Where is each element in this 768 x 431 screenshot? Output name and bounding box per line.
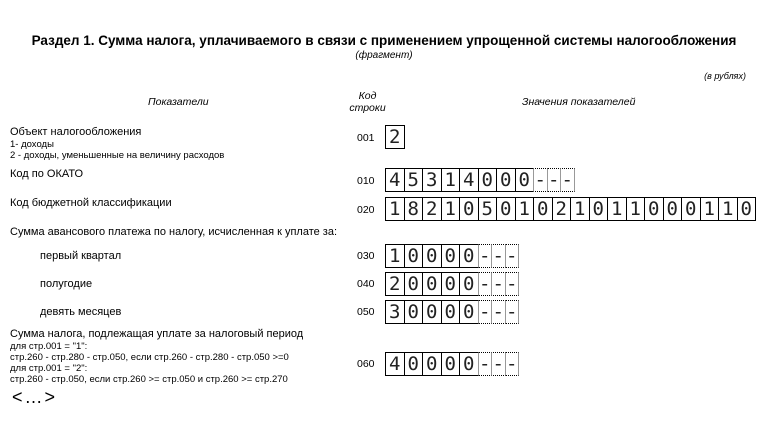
row-050-label: девять месяцев <box>40 306 122 318</box>
char-cell: 0 <box>681 197 701 221</box>
char-cell: 0 <box>663 197 683 221</box>
row-060-cells <box>385 352 518 376</box>
row-020-cells <box>385 197 755 221</box>
row-010-cells <box>385 168 574 192</box>
row-060-note1: для стр.001 = "1": <box>10 341 88 352</box>
row-001-note2: 2 - доходы, уменьшенные на величину расходов <box>10 150 225 161</box>
char-cell: 2 <box>385 272 405 296</box>
char-cell: 0 <box>404 300 424 324</box>
row-010-code: 010 <box>357 175 375 187</box>
char-cell: - <box>492 273 504 295</box>
char-cell: - <box>506 245 518 267</box>
char-cell: 0 <box>478 168 498 192</box>
column-header-values: Значения показателей <box>522 96 636 108</box>
char-cell: 0 <box>441 244 461 268</box>
column-header-indicators: Показатели <box>148 96 209 108</box>
char-cell: 4 <box>459 168 479 192</box>
row-001-code: 001 <box>357 132 375 144</box>
char-cell: 0 <box>533 197 553 221</box>
row-050-cells <box>385 300 518 324</box>
char-cell: 4 <box>385 168 405 192</box>
char-cell: 1 <box>441 197 461 221</box>
char-cell: - <box>479 273 491 295</box>
row-060-label: Сумма налога, подлежащая уплате за налоговый период <box>10 328 304 340</box>
char-cell: 0 <box>589 197 609 221</box>
char-cell: 0 <box>404 244 424 268</box>
char-cell: 5 <box>478 197 498 221</box>
section-title: Раздел 1. Сумма налога, уплачиваемого в связи с применением упрощенной системы налогообложения <box>31 33 737 48</box>
row-030-cells <box>385 244 518 268</box>
char-cell: 0 <box>459 300 479 324</box>
column-header-code-line1: Код <box>358 90 377 102</box>
row-010-label: Код по ОКАТО <box>10 168 84 180</box>
char-cell: - <box>492 353 504 375</box>
char-cell: 1 <box>700 197 720 221</box>
char-cell: 0 <box>496 168 516 192</box>
char-cell: 0 <box>422 352 442 376</box>
char-cell: 0 <box>459 352 479 376</box>
char-cell: 2 <box>422 197 442 221</box>
char-cell: 1 <box>385 197 405 221</box>
char-cell: 0 <box>459 244 479 268</box>
column-header-code-line2: строки <box>349 102 386 114</box>
char-cell: 0 <box>459 272 479 296</box>
row-050-code: 050 <box>357 306 375 318</box>
char-cell: - <box>506 301 518 323</box>
row-030-label: первый квартал <box>40 250 122 262</box>
advance-payment-heading: Сумма авансового платежа по налогу, исчисленная к уплате за: <box>10 226 338 238</box>
column-header-code <box>345 90 390 114</box>
char-cell: 5 <box>404 168 424 192</box>
row-060-note4: стр.260 - стр.050, если стр.260 >= стр.050 и стр.260 >= стр.270 <box>10 374 288 385</box>
char-cell: 0 <box>422 272 442 296</box>
char-cell: 8 <box>404 197 424 221</box>
char-cell: 0 <box>496 197 516 221</box>
char-cell: 0 <box>737 197 757 221</box>
char-cell: 3 <box>422 168 442 192</box>
row-040-label: полугодие <box>40 278 93 290</box>
char-cell: 1 <box>626 197 646 221</box>
char-cell: 1 <box>385 244 405 268</box>
char-cell: - <box>479 245 491 267</box>
row-001-label-block <box>10 126 224 161</box>
char-cell: 1 <box>441 168 461 192</box>
row-030-code: 030 <box>357 250 375 262</box>
char-cell: 0 <box>422 244 442 268</box>
char-cell: 4 <box>385 352 405 376</box>
row-060-note2: стр.260 - стр.280 - стр.050, если стр.260 - стр.280 - стр.050 >=0 <box>10 352 289 363</box>
char-cell: 0 <box>422 300 442 324</box>
char-cell: - <box>506 273 518 295</box>
char-cell: - <box>492 245 504 267</box>
units-note: (в рублях) <box>704 71 746 81</box>
char-cell: 0 <box>644 197 664 221</box>
row-001-note1: 1- доходы <box>10 139 54 150</box>
char-cell: - <box>479 301 491 323</box>
char-cell: 1 <box>570 197 590 221</box>
char-cell: 1 <box>718 197 738 221</box>
char-cell: 1 <box>607 197 627 221</box>
char-cell: 0 <box>404 272 424 296</box>
row-040-code: 040 <box>357 278 375 290</box>
row-060-label-block <box>10 328 303 385</box>
fragment-ellipsis: <…> <box>12 387 58 407</box>
char-cell: 1 <box>515 197 535 221</box>
char-cell: - <box>506 353 518 375</box>
char-cell: 0 <box>459 197 479 221</box>
char-cell: - <box>548 169 560 191</box>
row-001-cells <box>385 125 404 149</box>
section-subtitle: (фрагмент) <box>355 50 413 61</box>
row-020-code: 020 <box>357 204 375 216</box>
char-cell: 0 <box>404 352 424 376</box>
row-001-label: Объект налогообложения <box>10 126 142 138</box>
row-060-note3: для стр.001 = "2": <box>10 363 88 374</box>
char-cell: 0 <box>441 352 461 376</box>
row-060-code: 060 <box>357 358 375 370</box>
char-cell: 2 <box>552 197 572 221</box>
row-020-label: Код бюджетной классификации <box>10 197 172 209</box>
char-cell: 0 <box>441 272 461 296</box>
char-cell: 0 <box>515 168 535 192</box>
char-cell: - <box>492 301 504 323</box>
row-040-cells <box>385 272 518 296</box>
char-cell: 2 <box>385 125 405 149</box>
char-cell: - <box>534 169 546 191</box>
char-cell: 3 <box>385 300 405 324</box>
char-cell: - <box>479 353 491 375</box>
char-cell: - <box>561 169 573 191</box>
char-cell: 0 <box>441 300 461 324</box>
